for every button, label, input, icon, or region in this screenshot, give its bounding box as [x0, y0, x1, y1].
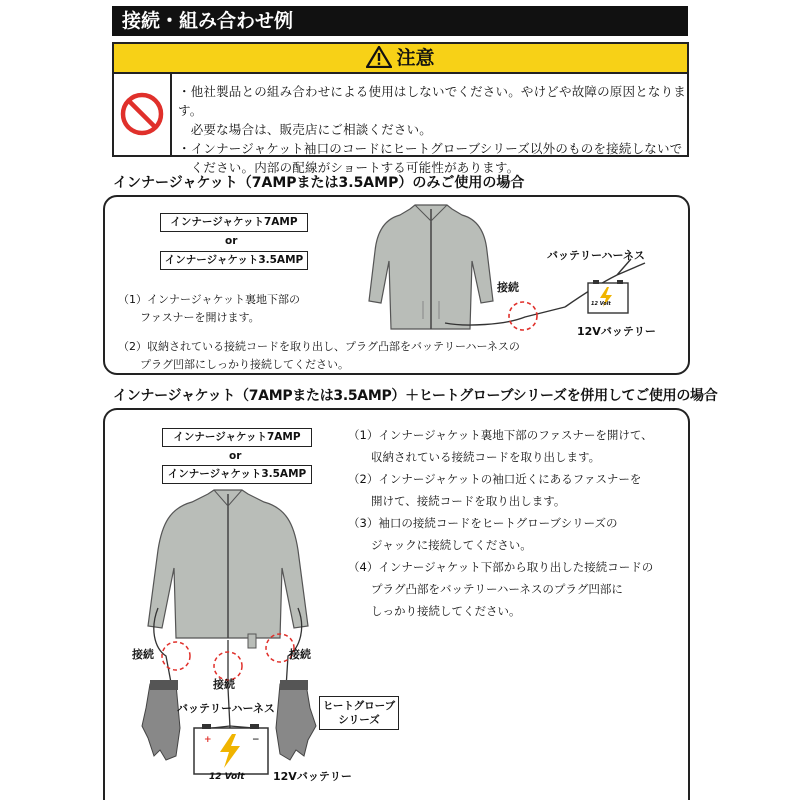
step-text: プラグ凸部をバッテリーハーネスのプラグ凹部に — [348, 582, 623, 596]
section-banner: 接続・組み合わせ例 — [112, 6, 688, 36]
section2-panel — [103, 408, 690, 800]
glove-left-icon — [142, 680, 180, 760]
step-text: （4）インナージャケット下部から取り出した接続コードの — [348, 560, 654, 574]
svg-text:+: + — [204, 735, 212, 745]
step-list — [118, 291, 300, 327]
section2-title: インナージャケット（7AMPまたは3.5AMP）＋ヒートグローブシリーズを併用してご使用の場合 — [113, 388, 718, 404]
step-text: ファスナーを開けます。 — [118, 311, 260, 324]
step-text: （3）袖口の接続コードをヒートグローブシリーズの — [348, 516, 618, 530]
step-text: 開けて、接続コードを取り出します。 — [348, 494, 566, 508]
prohibited-icon — [117, 89, 167, 139]
connect-label-left: 接続 — [132, 648, 154, 661]
connect-circle-icon — [509, 302, 537, 330]
battery-volt-text: 12 Volt — [591, 301, 611, 307]
jacket-7amp-box: インナージャケット7AMP — [162, 428, 312, 447]
step-text: プラグ凹部にしっかり接続してください。 — [118, 358, 349, 371]
jacket-35amp-box: インナージャケット3.5AMP — [162, 465, 312, 484]
step-text: （1）インナージャケット裏地下部の — [118, 293, 301, 306]
caution-line: ください。内部の配線がショートする可能性があります。 — [178, 160, 520, 175]
jacket-battery-diagram — [355, 201, 685, 341]
glove-box-line: シリーズ — [338, 714, 380, 726]
connect-label-right: 接続 — [289, 648, 311, 661]
prohibit-cell — [114, 74, 172, 155]
battery-icon — [194, 724, 268, 774]
or-label: or — [229, 450, 242, 462]
jacket-icon — [148, 490, 308, 648]
step-text: （2）収納されている接続コードを取り出し、プラグ凸部をバッテリーハーネスの — [118, 340, 520, 353]
step-text: （2）インナージャケットの袖口近くにあるファスナーを — [348, 472, 642, 486]
section1-title: インナージャケット（7AMPまたは3.5AMP）のみご使用の場合 — [113, 175, 525, 191]
step-list — [118, 338, 520, 374]
svg-text:−: − — [252, 735, 260, 745]
heat-glove-series-box — [319, 696, 399, 730]
battery-label: 12Vバッテリー — [273, 770, 352, 783]
harness-label: バッテリーハーネス — [177, 702, 275, 715]
step-list — [348, 424, 653, 622]
caution-box — [112, 42, 689, 175]
battery-label: 12Vバッテリー — [577, 325, 656, 338]
jacket-35amp-box: インナージャケット3.5AMP — [160, 251, 308, 270]
connect-label-center: 接続 — [213, 678, 235, 691]
glove-right-icon — [276, 680, 316, 760]
battery-volt-text: 12 Volt — [209, 772, 245, 782]
caution-line: 必要な場合は、販売店にご相談ください。 — [178, 122, 433, 137]
warning-icon — [366, 46, 392, 68]
step-text: （1）インナージャケット裏地下部のファスナーを開けて、 — [348, 428, 653, 442]
jacket-icon — [369, 205, 493, 329]
harness-label: バッテリーハーネス — [547, 249, 645, 262]
battery-icon — [588, 280, 628, 313]
jacket-7amp-box: インナージャケット7AMP — [160, 213, 308, 232]
glove-box-line: ヒートグローブ — [322, 700, 396, 712]
step-text: しっかり接続してください。 — [348, 604, 521, 618]
caution-line: ・他社製品との組み合わせによる使用はしないでください。やけどや故障の原因となります。 — [178, 84, 687, 118]
caution-header — [114, 44, 687, 74]
section1-panel — [103, 195, 690, 375]
caution-title: 注意 — [396, 47, 435, 69]
caution-text — [178, 82, 686, 177]
or-label: or — [225, 235, 238, 247]
connect-label: 接続 — [497, 281, 519, 294]
caution-line: ・インナージャケット袖口のコードにヒートグローブシリーズ以外のものを接続しないで — [178, 141, 683, 156]
step-text: 収納されている接続コードを取り出します。 — [348, 450, 601, 464]
jacket-glove-diagram — [120, 488, 360, 802]
step-text: ジャックに接続してください。 — [348, 538, 532, 552]
